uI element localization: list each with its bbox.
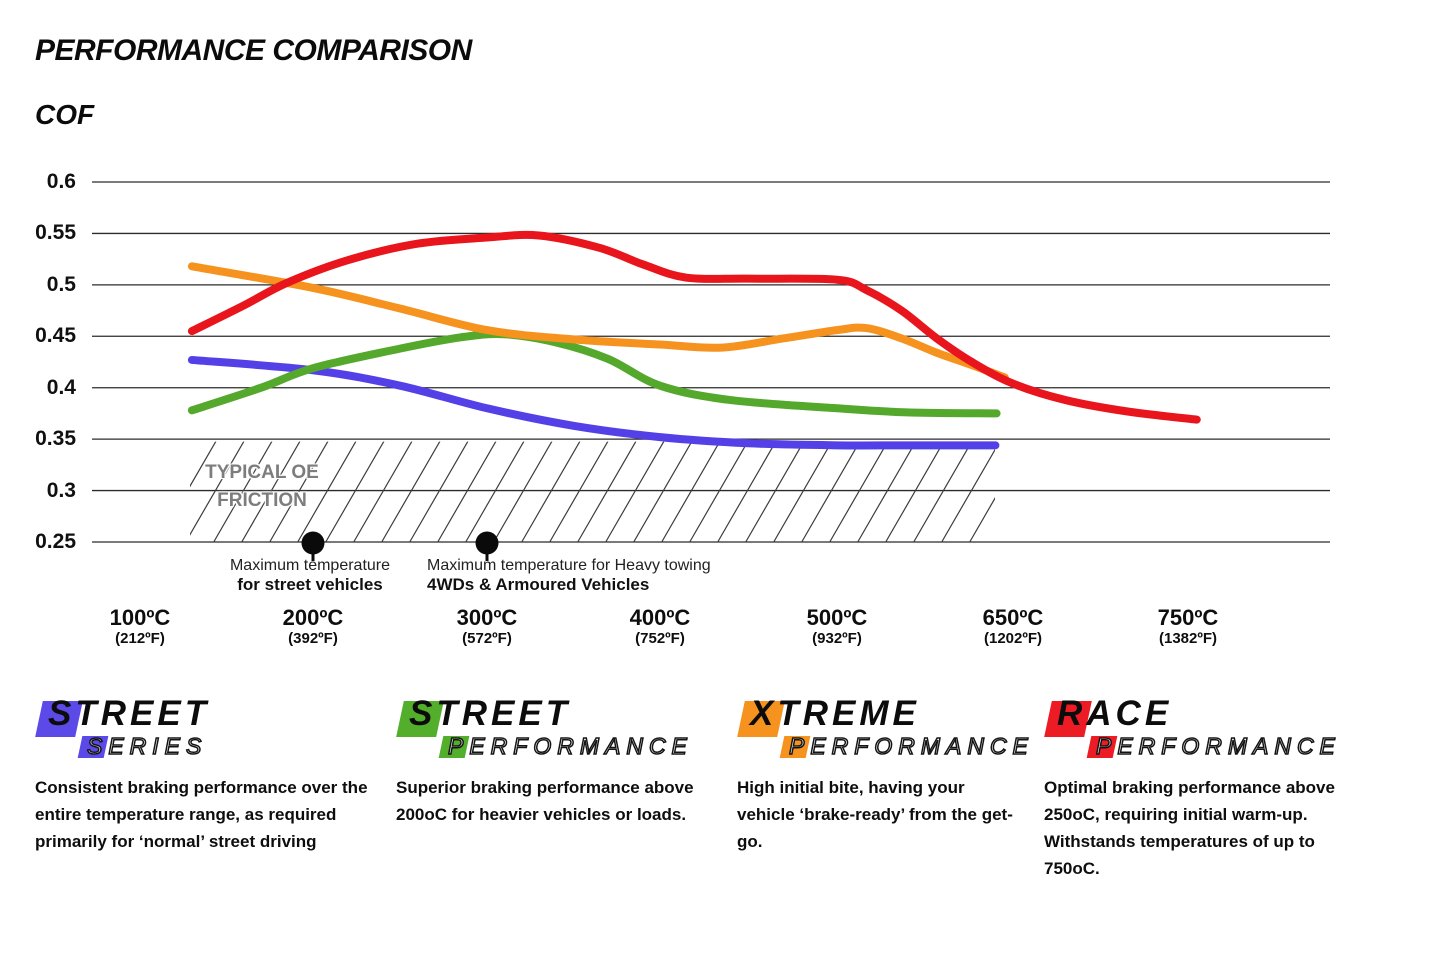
max-temp-marker — [476, 532, 499, 555]
x-tick-fahrenheit: (752ºF) — [635, 630, 685, 647]
x-tick-celsius: 650ºC — [982, 605, 1044, 630]
annotation-line1: Maximum temperature for Heavy towing — [427, 557, 711, 574]
y-axis-title: COF — [35, 99, 95, 130]
x-tick-celsius: 400ºC — [629, 605, 691, 630]
annotation-line1: Maximum temperature — [229, 557, 391, 574]
y-tick-label: 0.5 — [46, 272, 76, 296]
x-tick-label — [767, 606, 907, 648]
y-tick-label: 0.4 — [46, 375, 76, 399]
x-tick-fahrenheit: (1382ºF) — [1158, 630, 1217, 647]
logo-word2: SERIES — [87, 733, 208, 759]
x-tick-fahrenheit: (1202ºF) — [983, 630, 1042, 647]
legend-entry-xtreme-performance — [737, 694, 1034, 851]
logo-word1: STREET — [48, 694, 211, 733]
annotation-line2: 4WDs & Armoured Vehicles — [427, 575, 650, 594]
x-tick-celsius: 200ºC — [282, 605, 344, 630]
y-tick-label: 0.6 — [46, 170, 76, 193]
max-temp-annotation — [427, 557, 711, 594]
y-tick-label: 0.3 — [46, 478, 76, 502]
max-temp-annotation — [200, 557, 420, 594]
x-tick-celsius: 300ºC — [456, 605, 518, 630]
xtreme-performance-logo — [737, 694, 1034, 762]
logo-word2: PERFORMANCE — [448, 733, 693, 759]
page-title: PERFORMANCE COMPARISON — [35, 34, 472, 67]
logo-word2: PERFORMANCE — [1096, 733, 1341, 759]
x-tick-celsius: 750ºC — [1157, 605, 1219, 630]
logo-word1: RACE — [1057, 694, 1173, 733]
legend-description: High initial bite, having your vehicle ‘brake-ready’ from the get-go. — [737, 778, 1013, 851]
street-performance-logo — [396, 694, 721, 762]
series-line-street-series — [192, 360, 996, 446]
y-tick-label: 0.35 — [35, 427, 76, 451]
x-tick-fahrenheit: (932ºF) — [812, 630, 862, 647]
x-tick-celsius: 100ºC — [109, 605, 171, 630]
y-tick-label: 0.25 — [35, 530, 76, 553]
x-tick-label — [417, 606, 557, 648]
legend-entry-street-series — [35, 694, 370, 851]
logo-word2: PERFORMANCE — [789, 733, 1034, 759]
legend-description: Consistent braking performance over the entire temperature range, as required primarily for ‘normal’ street driving — [35, 778, 368, 851]
race-performance-logo — [1044, 694, 1374, 762]
x-tick-fahrenheit: (392ºF) — [288, 630, 338, 647]
y-tick-label: 0.45 — [35, 324, 76, 348]
x-tick-fahrenheit: (212ºF) — [115, 630, 165, 647]
legend-entry-race-performance — [1044, 694, 1374, 878]
x-tick-celsius: 500ºC — [806, 605, 868, 630]
x-tick-label — [943, 606, 1083, 648]
x-tick-label — [590, 606, 730, 648]
logo-word1: XTREME — [750, 694, 920, 733]
x-tick-fahrenheit: (572ºF) — [462, 630, 512, 647]
oe-friction-band-label: TYPICAL OE FRICTION — [205, 462, 319, 511]
x-tick-label — [70, 606, 210, 648]
legend-description: Optimal braking performance above 250oC, requiring initial warm-up. Withstands temperatures of up to 750oC. — [1044, 778, 1335, 878]
annotation-line2: for street vehicles — [237, 575, 383, 594]
legend-description: Superior braking performance above 200oC for heavier vehicles or loads. — [396, 778, 694, 824]
legend-entry-street-performance — [396, 694, 721, 824]
y-tick-label: 0.55 — [35, 221, 76, 245]
x-tick-label — [243, 606, 383, 648]
x-tick-label — [1118, 606, 1258, 648]
logo-word1: STREET — [409, 694, 572, 733]
max-temp-marker — [302, 532, 325, 555]
street-series-logo — [35, 694, 370, 762]
series-line-xtreme-performance — [192, 266, 1005, 377]
